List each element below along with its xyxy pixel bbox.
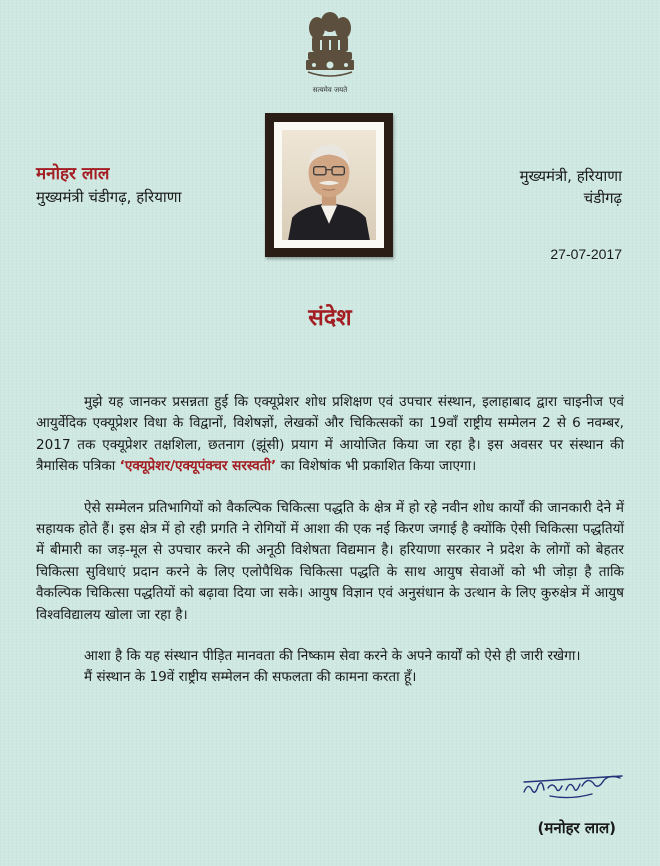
portrait-photo [282, 130, 376, 240]
paragraph-1-intro: मुझे यह जानकर प्रसन्नता हुई कि एक्यूप्रेशर शोध प्रशिक्षण एवं उपचार संस्थान, इलाहाबाद द्वारा चाइनीज एवं आयुर्वेदिक एक्यूप्रेशर विधा के विद्वानों, विशेषज्ञों, लेखकों और चिकित्सकों का 19वाँ राष्ट्रीय सम्मेलन 2 से 6 नवम्बर, 2017 तक एक्यूप्रेशर तक्षशिला, छतनाग (झूंसी) प्रयाग में आयोजित किया जा रहा है। इस अवसर पर संस्थान की त्रैमासिक पत्रिका [36, 394, 624, 475]
portrait-mat [274, 122, 384, 248]
paragraph-3: आशा है कि यह संस्थान पीड़ित मानवता की निष्काम सेवा करने के अपने कार्यों को ऐसे ही जारी रखेगा। [84, 648, 581, 665]
letter-body [36, 392, 624, 689]
office-city: चंडीगढ़ [583, 189, 622, 207]
office-designation: मुख्यमंत्री, हरियाणा [519, 167, 622, 185]
sender-designation: मुख्यमंत्री चंडीगढ़, हरियाणा [36, 188, 182, 206]
paragraph-2: ऐसे सम्मेलन प्रतिभागियों को वैकल्पिक चिकित्सा पद्धति के क्षेत्र में हो रहे नवीन शोध कार्यों की जानकारी देने में सहायक होते हैं। इस क्षेत्र में हो रही प्रगति ने रोगियों में आशा की एक नई किरण जगाई है क्योंकि ऐसी चिकित्सा पद्धतियों में बीमारी का जड़-मूल से उपचार करने की अनूठी विशेषता विद्यमान है। हरियाणा सरकार ने प्रदेश के लोगों को बेहतर चिकित्सा सुविधाएं प्रदान करने के लिए एलोपैथिक चिकित्सा पद्धति के साथ आयुष सेवाओं को भी जोड़ा है ताकि वैकल्पिक चिकित्सा पद्धतियों को बढ़ावा दिया जा सके। आयुष विज्ञान एवं अनुसंधान के उत्थान के लिए कुरुक्षेत्र में आयुष विश्वविद्यालय खोला जा रहा है। [36, 499, 624, 623]
sender-name: मनोहर लाल [36, 164, 110, 184]
letter-title: संदेश [308, 305, 352, 331]
paragraph-4: मैं संस्थान के 19वें राष्ट्रीय सम्मेलन की सफलता की कामना करता हूँ। [84, 669, 417, 686]
national-emblem-icon [300, 6, 360, 84]
sender-block [36, 162, 182, 208]
signatory-name: (मनोहर लाल) [537, 819, 616, 837]
office-block [520, 165, 622, 209]
handwritten-signature-icon [520, 768, 625, 804]
portrait-frame [265, 113, 393, 257]
paragraph-1 [36, 392, 624, 478]
letter-date: 27-07-2017 [550, 246, 622, 262]
magazine-name: ‘एक्यूप्रेशर/एक्यूपंक्चर सरस्वती’ [119, 458, 277, 475]
emblem-motto: सत्यमेव जयते [312, 86, 348, 94]
paragraph-1-end: का विशेषांक भी प्रकाशित किया जाएगा। [280, 458, 477, 475]
